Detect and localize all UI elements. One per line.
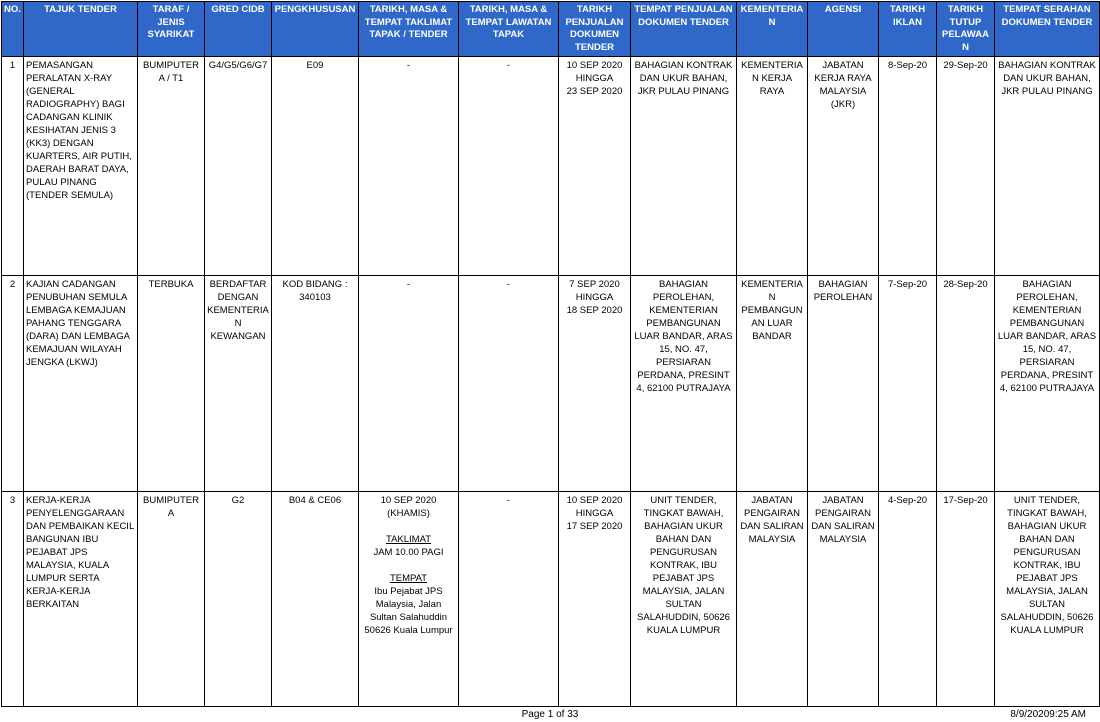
cell-lawatan: -: [459, 492, 559, 707]
cell-jualan: [559, 276, 631, 492]
cell-gred: BERDAFTAR DENGAN KEMENTERIAN KEWANGAN: [205, 276, 272, 492]
cell-taklimat: -: [359, 276, 459, 492]
header-serahan: TEMPAT SERAHAN DOKUMEN TENDER: [995, 2, 1100, 57]
cell-jualan: [559, 57, 631, 276]
cell-tajuk: PEMASANGAN PERALATAN X-RAY (GENERAL RADIOGRAPHY) BAGI CADANGAN KLINIK KESIHATAN JENIS 3 (KK3) DENGAN KUARTERS, AIR PUTIH, DAERAH BARAT DAYA, PULAU PINANG (TENDER SEMULA): [24, 57, 138, 276]
cell-tajuk: KERJA-KERJA PENYELENGGARAAN DAN PEMBAIKAN KECIL BANGUNAN IBU PEJABAT JPS MALAYSIA, KUALA LUMPUR SERTA KERJA-KERJA BERKAITAN: [24, 492, 138, 707]
cell-agensi: JABATAN PENGAIRAN DAN SALIRAN MALAYSIA: [808, 492, 879, 707]
jualan-start: 10 SEP 2020: [566, 495, 623, 506]
taklimat-time: JAM 10.00 PAGI: [373, 547, 444, 558]
tender-table: [1, 1, 1100, 707]
cell-tajuk: KAJIAN CADANGAN PENUBUHAN SEMULA LEMBAGA KEMAJUAN PAHANG TENGGARA (DARA) DAN LEMBAGA KEMAJUAN WILAYAH JENGKA (LKWJ): [24, 276, 138, 492]
cell-serahan: BAHAGIAN KONTRAK DAN UKUR BAHAN, JKR PULAU PINANG: [995, 57, 1100, 276]
cell-tutup: 29-Sep-20: [937, 57, 995, 276]
cell-taraf: BUMIPUTERA: [138, 492, 205, 707]
spacer: [361, 520, 456, 533]
jualan-start: 7 SEP 2020: [569, 279, 620, 290]
table-row: [2, 276, 1100, 492]
cell-kementerian: KEMENTERIAN PEMBANGUNAN LUAR BANDAR: [737, 276, 808, 492]
header-tempat-jualan: TEMPAT PENJUALAN DOKUMEN TENDER: [631, 2, 737, 57]
cell-pengkhususan: KOD BIDANG : 340103: [272, 276, 359, 492]
taklimat-date: 10 SEP 2020: [380, 495, 437, 506]
tempat-value: Ibu Pejabat JPS Malaysia, Jalan Sultan Salahuddin 50626 Kuala Lumpur: [364, 586, 453, 636]
cell-no: 2: [2, 276, 24, 492]
cell-gred: G4/G5/G6/G7: [205, 57, 272, 276]
page-number: Page 1 of 33: [521, 709, 579, 720]
cell-tempat-jualan: BAHAGIAN PEROLEHAN, KEMENTERIAN PEMBANGUNAN LUAR BANDAR, ARAS 15, NO. 47, PERSIARAN PERDANA, PRESINT 4, 62100 PUTRAJAYA: [631, 276, 737, 492]
header-kementerian: KEMENTERIAN: [737, 2, 808, 57]
header-lawatan: TARIKH, MASA & TEMPAT LAWATAN TAPAK: [459, 2, 559, 57]
cell-agensi: JABATAN KERJA RAYA MALAYSIA (JKR): [808, 57, 879, 276]
taklimat-label: TAKLIMAT: [385, 534, 432, 545]
cell-kementerian: KEMENTERIAN KERJA RAYA: [737, 57, 808, 276]
cell-jualan: [559, 492, 631, 707]
cell-gred: G2: [205, 492, 272, 707]
cell-taraf: TERBUKA: [138, 276, 205, 492]
cell-tempat-jualan: UNIT TENDER, TINGKAT BAWAH, BAHAGIAN UKUR BAHAN DAN PENGURUSAN KONTRAK, IBU PEJABAT JPS MALAYSIA, JALAN SULTAN SALAHUDDIN, 50626 KUALA LUMPUR: [631, 492, 737, 707]
spacer: [361, 559, 456, 572]
header-iklan: TARIKH IKLAN: [879, 2, 937, 57]
jualan-end: 17 SEP 2020: [566, 521, 623, 532]
table-row: [2, 57, 1100, 276]
cell-iklan: 7-Sep-20: [879, 276, 937, 492]
cell-serahan: UNIT TENDER, TINGKAT BAWAH, BAHAGIAN UKUR BAHAN DAN PENGURUSAN KONTRAK, IBU PEJABAT JPS MALAYSIA, JALAN SULTAN SALAHUDDIN, 50626 KUALA LUMPUR: [995, 492, 1100, 707]
header-tutup: TARIKH TUTUP PELAWAAN: [937, 2, 995, 57]
taklimat-day: (KHAMIS): [387, 508, 430, 519]
cell-no: 1: [2, 57, 24, 276]
jualan-hingga: HINGGA: [575, 73, 614, 84]
header-taraf: TARAF / JENIS SYARIKAT: [138, 2, 205, 57]
cell-tutup: 17-Sep-20: [937, 492, 995, 707]
jualan-start: 10 SEP 2020: [566, 60, 623, 71]
table-header-row: [2, 2, 1100, 57]
header-tajuk: TAJUK TENDER: [24, 2, 138, 57]
print-datetime: 8/9/20209:25 AM: [1010, 709, 1086, 720]
cell-pengkhususan: B04 & CE06: [272, 492, 359, 707]
cell-no: 3: [2, 492, 24, 707]
jualan-hingga: HINGGA: [575, 292, 614, 303]
cell-taklimat: -: [359, 57, 459, 276]
cell-kementerian: JABATAN PENGAIRAN DAN SALIRAN MALAYSIA: [737, 492, 808, 707]
jualan-hingga: HINGGA: [575, 508, 614, 519]
header-no: NO.: [2, 2, 24, 57]
cell-pengkhususan: E09: [272, 57, 359, 276]
cell-tempat-jualan: BAHAGIAN KONTRAK DAN UKUR BAHAN, JKR PULAU PINANG: [631, 57, 737, 276]
cell-iklan: 8-Sep-20: [879, 57, 937, 276]
cell-lawatan: -: [459, 276, 559, 492]
cell-agensi: BAHAGIAN PEROLEHAN: [808, 276, 879, 492]
jualan-end: 23 SEP 2020: [566, 86, 623, 97]
header-agensi: AGENSI: [808, 2, 879, 57]
cell-serahan: BAHAGIAN PEROLEHAN, KEMENTERIAN PEMBANGUNAN LUAR BANDAR, ARAS 15, NO. 47, PERSIARAN PERDANA, PRESINT 4, 62100 PUTRAJAYA: [995, 276, 1100, 492]
cell-taraf: BUMIPUTERA / T1: [138, 57, 205, 276]
header-taklimat: TARIKH, MASA & TEMPAT TAKLIMAT TAPAK / TENDER: [359, 2, 459, 57]
tempat-label: TEMPAT: [389, 573, 428, 584]
header-gred: GRED CIDB: [205, 2, 272, 57]
table-row: [2, 492, 1100, 707]
header-pengkhususan: PENGKHUSUSAN: [272, 2, 359, 57]
cell-tutup: 28-Sep-20: [937, 276, 995, 492]
header-jualan: TARIKH PENJUALAN DOKUMEN TENDER: [559, 2, 631, 57]
cell-iklan: 4-Sep-20: [879, 492, 937, 707]
jualan-end: 18 SEP 2020: [566, 305, 623, 316]
cell-taklimat: [359, 492, 459, 707]
cell-lawatan: -: [459, 57, 559, 276]
